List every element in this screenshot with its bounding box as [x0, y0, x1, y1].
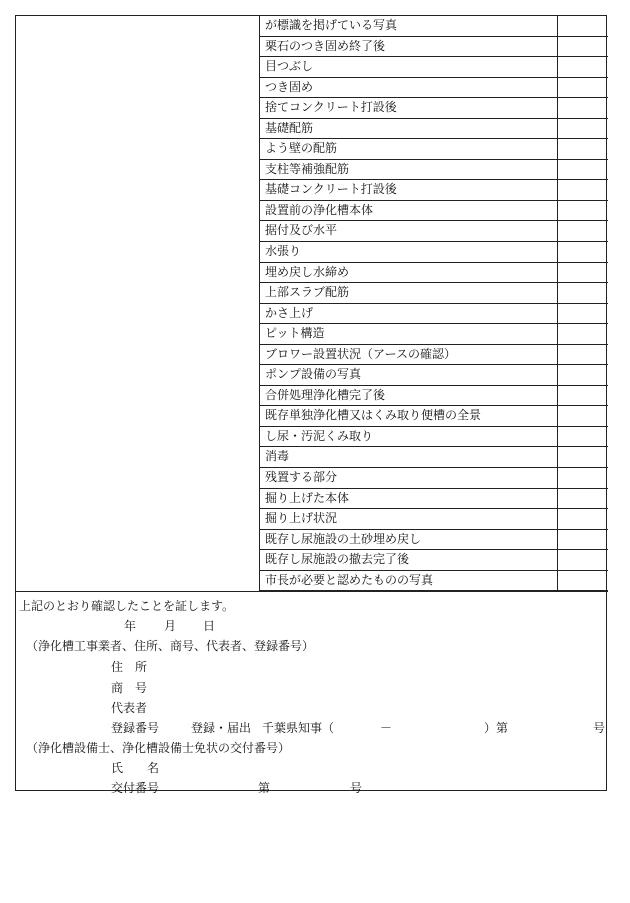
- checklist-item-label: 消毒: [260, 447, 558, 467]
- checklist-check-cell: [558, 263, 608, 283]
- checklist-row: [260, 530, 608, 551]
- checklist-item-label: 設置前の浄化槽本体: [260, 201, 558, 221]
- checklist-check-cell: [558, 78, 608, 98]
- checklist-item-label: し尿・汚泥くみ取り: [260, 427, 558, 447]
- checklist-row: [260, 78, 608, 99]
- checklist-check-cell: [558, 57, 608, 77]
- representative-label: 代表者: [111, 701, 148, 715]
- checklist-item-label: 既存単独浄化槽又はくみ取り便槽の全景: [260, 406, 558, 426]
- checklist-check-cell: [558, 119, 608, 139]
- checklist-check-cell: [558, 242, 608, 262]
- checklist-check-cell: [558, 139, 608, 159]
- checklist-row: [260, 242, 608, 263]
- date-day-label: 日: [203, 619, 216, 633]
- checklist-item-label: 掘り上げた本体: [260, 489, 558, 509]
- name-label: 氏 名: [111, 761, 160, 775]
- checklist-check-cell: [558, 427, 608, 447]
- license-number-label: 交付番号: [111, 781, 160, 795]
- confirmation-form: [15, 15, 607, 795]
- checklist-row: [260, 447, 608, 468]
- checklist-check-cell: [558, 365, 608, 385]
- date-year-label: 年: [124, 619, 137, 633]
- checklist-check-cell: [558, 571, 608, 591]
- checklist-item-label: 栗石のつき固め終了後: [260, 37, 558, 57]
- checklist-item-label: 目つぶし: [260, 57, 558, 77]
- number-suffix: 号: [593, 721, 606, 735]
- checklist-item-label: 残置する部分: [260, 468, 558, 488]
- checklist-item-label: 市長が必要と認めたものの写真: [260, 571, 558, 591]
- checklist-check-cell: [558, 37, 608, 57]
- checklist-row: [260, 37, 608, 58]
- checklist-row: [260, 98, 608, 119]
- checklist-check-cell: [558, 16, 608, 36]
- checklist-rows: [260, 16, 608, 591]
- license-number-prefix: 第: [258, 781, 271, 795]
- checklist-item-label: 埋め戻し水締め: [260, 263, 558, 283]
- installer-heading: （浄化槽設備士、浄化槽設備士免状の交付番号）: [26, 741, 291, 755]
- registration-type: 登録・届出: [191, 721, 252, 735]
- checklist-check-cell: [558, 221, 608, 241]
- checklist-check-cell: [558, 447, 608, 467]
- license-number-suffix: 号: [350, 781, 363, 795]
- checklist-row: [260, 427, 608, 448]
- number-prefix: ）第: [484, 721, 509, 735]
- checklist-item-label: が標識を掲げている写真: [260, 16, 558, 36]
- checklist-row: [260, 365, 608, 386]
- checklist-item-label: 上部スラブ配筋: [260, 283, 558, 303]
- checklist-check-cell: [558, 180, 608, 200]
- checklist-row: [260, 16, 608, 37]
- certification-statement: 上記のとおり確認したことを証します。: [19, 599, 235, 613]
- checklist-row: [260, 550, 608, 571]
- checklist-row: [260, 180, 608, 201]
- checklist-item-label: 水張り: [260, 242, 558, 262]
- checklist-item-label: 既存し尿施設の土砂埋め戻し: [260, 530, 558, 550]
- contractor-heading: （浄化槽工事業者、住所、商号、代表者、登録番号）: [26, 639, 315, 653]
- checklist-row: [260, 283, 608, 304]
- checklist-row: [260, 345, 608, 366]
- checklist-row: [260, 386, 608, 407]
- registration-number-label: 登録番号: [111, 721, 160, 735]
- checklist-check-cell: [558, 283, 608, 303]
- checklist-row: [260, 406, 608, 427]
- trade-name-label: 商 号: [111, 681, 148, 695]
- checklist-item-label: 基礎配筋: [260, 119, 558, 139]
- checklist-row: [260, 468, 608, 489]
- category-cell: [16, 16, 260, 591]
- checklist-row: [260, 160, 608, 181]
- address-label: 住 所: [111, 660, 148, 674]
- checklist-row: [260, 221, 608, 242]
- checklist-item-label: ブロワー設置状況（アースの確認）: [260, 345, 558, 365]
- checklist-item-label: 捨てコンクリート打設後: [260, 98, 558, 118]
- checklist-check-cell: [558, 386, 608, 406]
- checklist-item-label: ポンプ設備の写真: [260, 365, 558, 385]
- checklist-row: [260, 571, 608, 592]
- checklist-check-cell: [558, 98, 608, 118]
- checklist-check-cell: [558, 550, 608, 570]
- checklist-check-cell: [558, 489, 608, 509]
- checklist-row: [260, 57, 608, 78]
- checklist-row: [260, 201, 608, 222]
- checklist-row: [260, 509, 608, 530]
- checklist-item-label: よう壁の配筋: [260, 139, 558, 159]
- checklist-item-label: 掘り上げ状況: [260, 509, 558, 529]
- checklist-check-cell: [558, 304, 608, 324]
- checklist-item-label: つき固め: [260, 78, 558, 98]
- checklist-item-label: 合併処理浄化槽完了後: [260, 386, 558, 406]
- checklist-item-label: 支柱等補強配筋: [260, 160, 558, 180]
- certification-section: [16, 591, 608, 795]
- checklist-item-label: ピット構造: [260, 324, 558, 344]
- issuer-label: 千葉県知事（: [262, 721, 335, 735]
- checklist-check-cell: [558, 324, 608, 344]
- checklist-row: [260, 139, 608, 160]
- checklist-check-cell: [558, 406, 608, 426]
- checklist-check-cell: [558, 160, 608, 180]
- checklist-check-cell: [558, 530, 608, 550]
- checklist-row: [260, 263, 608, 284]
- checklist-check-cell: [558, 201, 608, 221]
- checklist-item-label: 既存し尿施設の撤去完了後: [260, 550, 558, 570]
- checklist-row: [260, 489, 608, 510]
- checklist-check-cell: [558, 468, 608, 488]
- checklist-item-label: かさ上げ: [260, 304, 558, 324]
- checklist-check-cell: [558, 345, 608, 365]
- checklist-row: [260, 119, 608, 140]
- checklist-item-label: 据付及び水平: [260, 221, 558, 241]
- date-month-label: 月: [164, 619, 177, 633]
- checklist-item-label: 基礎コンクリート打設後: [260, 180, 558, 200]
- checklist-check-cell: [558, 509, 608, 529]
- dash-separator: －: [380, 721, 393, 735]
- checklist-row: [260, 324, 608, 345]
- checklist-row: [260, 304, 608, 325]
